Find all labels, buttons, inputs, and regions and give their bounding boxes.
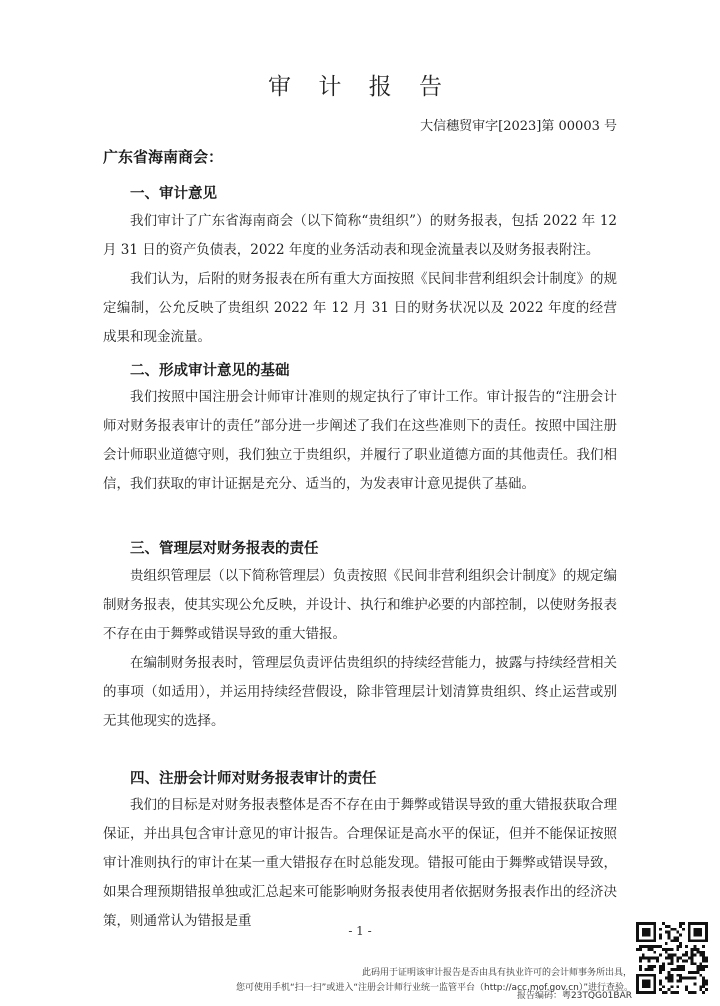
footer-verification-note: 此码用于证明该审计报告是否由具有执业许可的会计师事务所出具， (361, 968, 632, 978)
paragraph: 贵组织管理层（以下简称管理层）负责按照《民间非营利组织会计制度》的规定编制财务报表，使其实现公允反映，并设计、执行和维护必要的内部控制，以使财务报表不存在由于舞弊或错误导致的重大错报。 (103, 568, 617, 642)
paragraph: 我们按照中国注册会计师审计准则的规定执行了审计工作。审计报告的“注册会计师对财务报表审计的责任”部分进一步阐述了我们在这些准则下的责任。按照中国注册会计师职业道德守则，我们独立于贵组织，并履行了职业道德方面的其他责任。我们相信，我们获取的审计证据是充分、适当的，为发表审计意见提供了基础。 (103, 389, 617, 492)
section-heading-auditor-responsibility: 四、注册会计师对财务报表审计的责任 (130, 771, 377, 787)
footer-verification-instructions: 您可使用手机“扫一扫”或进入“注册会计师行业统一监管平台（http://acc.mof.gov.cn）”进行查验。 (236, 983, 634, 993)
footer-report-code: 报告编码：粤23TQG01BAR (516, 991, 632, 1001)
section-heading-management-responsibility: 三、管理层对财务报表的责任 (130, 541, 319, 557)
qr-code-icon[interactable] (636, 922, 708, 994)
section-heading-basis-for-opinion: 二、形成审计意见的基础 (130, 363, 290, 379)
page-number: - 1 - (348, 924, 372, 938)
paragraph: 我们的目标是对财务报表整体是否不存在由于舞弊或错误导致的重大错报获取合理保证，并出具包含审计意见的审计报告。合理保证是高水平的保证，但并不能保证按照审计准则执行的审计在某一重大错报存在时总能发现。错报可能由于舞弊或错误导致，如果合理预期错报单独或汇总起来可能影响财务报表使用者依据财务报表作出的经济决策，则通常认为错报是重 (103, 797, 617, 929)
section-heading-audit-opinion: 一、审计意见 (130, 186, 217, 202)
paragraph: 我们审计了广东省海南商会（以下简称“贵组织”）的财务报表，包括 2022 年 12 月 31 日的资产负债表，2022 年度的业务活动表和现金流量表以及财务报表附注。 (103, 213, 617, 258)
addressee: 广东省海南商会： (103, 148, 224, 166)
paragraph: 在编制财务报表时，管理层负责评估贵组织的持续经营能力，披露与持续经营相关的事项（如适用），并运用持续经营假设，除非管理层计划清算贵组织、终止运营或别无其他现实的选择。 (103, 655, 617, 729)
paragraph: 我们认为，后附的财务报表在所有重大方面按照《民间非营利组织会计制度》的规定编制，公允反映了贵组织 2022 年 12 月 31 日的财务状况以及 2022 年度的经营成果和现金流量。 (103, 271, 617, 345)
report-title: 审 计 报 告 (268, 74, 452, 100)
report-reference-number: 大信穗贸审字[2023]第 00003 号 (420, 119, 617, 134)
